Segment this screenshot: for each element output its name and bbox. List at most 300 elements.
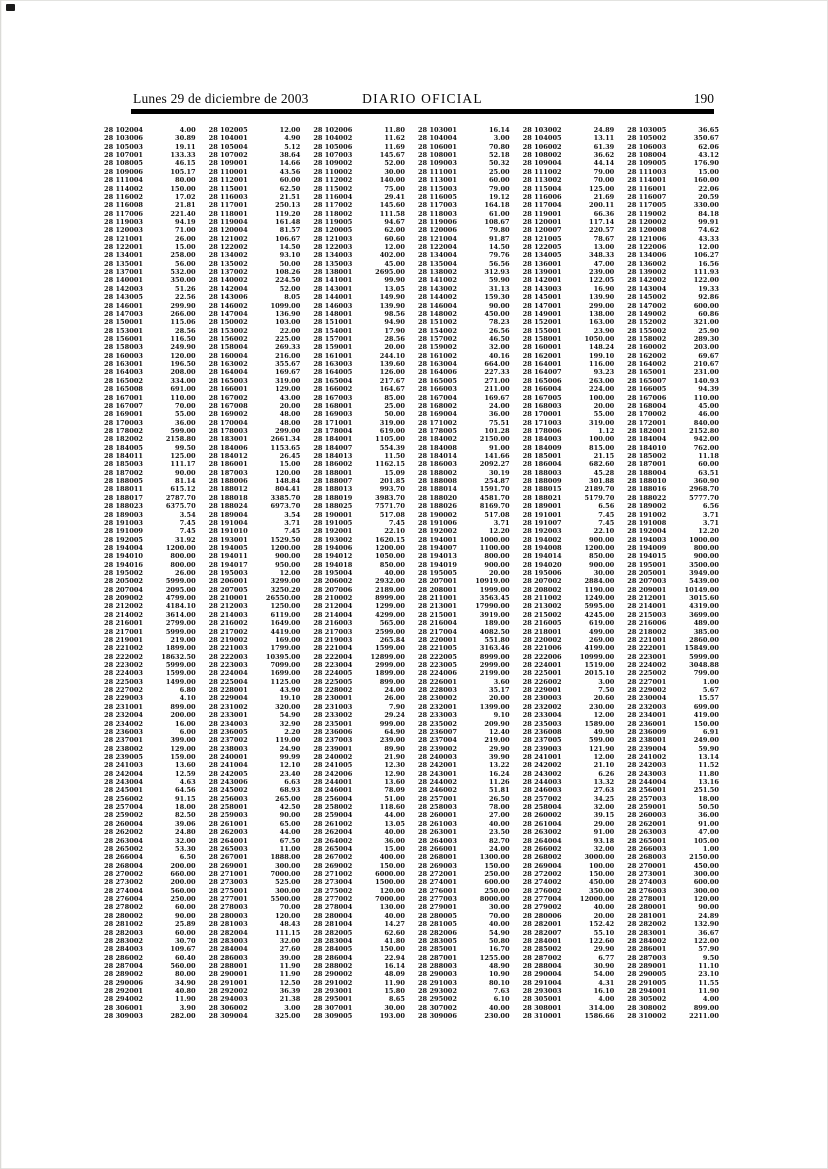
- value-cell: 10.90: [488, 970, 510, 979]
- value-cell: 108.26: [275, 268, 301, 277]
- table-row: [104, 168, 732, 176]
- code-value-pair: [313, 878, 418, 886]
- value-cell: 78.67: [593, 234, 615, 243]
- code-value-pair: [418, 895, 523, 903]
- value-cell: 1.00: [702, 677, 719, 686]
- code-value-pair: [209, 544, 314, 552]
- code-value-pair: [313, 853, 418, 861]
- code-cell: 28 280001: [627, 903, 667, 912]
- code-value-pair: [104, 285, 209, 293]
- code-value-pair: [523, 678, 628, 686]
- value-cell: 50.00: [279, 259, 301, 268]
- code-cell: 28 292002: [208, 987, 248, 996]
- code-value-pair: [104, 678, 209, 686]
- code-cell: 28 262003: [208, 828, 248, 837]
- code-value-pair: [523, 745, 628, 753]
- value-cell: 70.00: [279, 903, 301, 912]
- code-value-pair: [209, 218, 314, 226]
- code-value-pair: [313, 268, 418, 276]
- code-cell: 28 222003: [208, 652, 248, 661]
- code-value-pair: [523, 903, 628, 911]
- code-cell: 28 195002: [104, 569, 143, 578]
- code-cell: 28 165007: [627, 376, 667, 385]
- code-value-pair: [104, 343, 209, 351]
- code-cell: 28 213002: [522, 602, 562, 611]
- code-cell: 28 121004: [417, 234, 457, 243]
- code-value-pair: [418, 636, 523, 644]
- code-cell: 28 164002: [627, 360, 667, 369]
- value-cell: 12.00: [279, 569, 301, 578]
- value-cell: 21.81: [175, 201, 196, 210]
- value-cell: 1249.00: [584, 594, 615, 603]
- code-value-pair: [313, 929, 418, 937]
- value-cell: 51.26: [175, 284, 196, 293]
- code-value-pair: [627, 895, 732, 903]
- code-value-pair: [104, 385, 209, 393]
- code-cell: 28 103002: [522, 126, 562, 134]
- code-cell: 28 245001: [104, 786, 143, 795]
- code-cell: 28 272002: [522, 869, 562, 878]
- code-cell: 28 293003: [522, 987, 562, 996]
- code-value-pair: [313, 435, 418, 443]
- code-cell: 28 216002: [208, 619, 248, 628]
- code-value-pair: [523, 527, 628, 535]
- value-cell: 1888.00: [270, 853, 301, 862]
- value-cell: 13.05: [384, 284, 405, 293]
- value-cell: 132.90: [693, 920, 719, 929]
- value-cell: 899.00: [170, 702, 196, 711]
- code-value-pair: [627, 803, 732, 811]
- code-value-pair: [627, 703, 732, 711]
- code-cell: 28 188012: [208, 485, 248, 494]
- code-cell: 28 185001: [522, 452, 562, 461]
- value-cell: 99.99: [279, 752, 301, 761]
- code-value-pair: [523, 661, 628, 669]
- code-value-pair: [418, 185, 523, 193]
- value-cell: 14.50: [279, 243, 301, 252]
- table-row: [104, 903, 732, 911]
- code-cell: 28 216003: [313, 619, 353, 628]
- value-cell: 348.33: [589, 251, 615, 260]
- code-cell: 28 167005: [522, 393, 562, 402]
- code-cell: 28 239004: [627, 744, 667, 753]
- code-value-pair: [627, 979, 732, 987]
- code-value-pair: [313, 803, 418, 811]
- value-cell: 14.66: [279, 159, 301, 168]
- value-cell: 211.00: [484, 385, 510, 394]
- code-value-pair: [418, 937, 523, 945]
- code-value-pair: [523, 385, 628, 393]
- value-cell: 1250.00: [270, 602, 301, 611]
- code-value-pair: [209, 828, 314, 836]
- code-value-pair: [209, 201, 314, 209]
- table-row: [104, 786, 732, 794]
- value-cell: 21.10: [593, 761, 615, 770]
- code-cell: 28 102004: [104, 126, 143, 134]
- code-cell: 28 221002: [104, 644, 143, 653]
- code-cell: 28 210001: [208, 594, 248, 603]
- code-cell: 28 117003: [417, 201, 457, 210]
- code-value-pair: [627, 218, 732, 226]
- code-value-pair: [418, 745, 523, 753]
- table-row: [104, 703, 732, 711]
- code-value-pair: [627, 920, 732, 928]
- code-value-pair: [104, 435, 209, 443]
- code-cell: 28 117005: [627, 201, 667, 210]
- value-cell: 6375.70: [165, 502, 196, 511]
- code-cell: 28 243006: [208, 778, 248, 787]
- code-cell: 28 116005: [417, 192, 457, 201]
- code-value-pair: [209, 226, 314, 234]
- table-row: [104, 368, 732, 376]
- code-cell: 28 188020: [417, 493, 457, 502]
- code-cell: 28 221001: [627, 635, 667, 644]
- code-cell: 28 224005: [313, 669, 353, 678]
- table-row: [104, 352, 732, 360]
- table-row: [104, 201, 732, 209]
- code-cell: 28 225005: [313, 677, 353, 686]
- value-cell: 24.90: [279, 744, 301, 753]
- value-cell: 1499.00: [165, 677, 196, 686]
- value-cell: 7.45: [179, 518, 196, 527]
- code-value-pair: [523, 377, 628, 385]
- value-cell: 30.00: [384, 1003, 405, 1012]
- value-cell: 5999.00: [165, 577, 196, 586]
- value-cell: 54.90: [279, 711, 301, 720]
- code-cell: 28 194010: [104, 552, 143, 561]
- code-cell: 28 221003: [208, 644, 248, 653]
- table-row: [104, 159, 732, 167]
- code-cell: 28 172001: [627, 418, 667, 427]
- code-cell: 28 265002: [104, 844, 143, 853]
- code-cell: 28 274003: [627, 878, 667, 887]
- code-value-pair: [523, 669, 628, 677]
- code-cell: 28 237001: [104, 736, 143, 745]
- code-value-pair: [313, 569, 418, 577]
- code-cell: 28 223002: [104, 661, 143, 669]
- value-cell: 48.00: [279, 418, 301, 427]
- table-row: [104, 619, 732, 627]
- code-cell: 28 193001: [208, 535, 248, 544]
- code-value-pair: [418, 352, 523, 360]
- code-value-pair: [209, 728, 314, 736]
- value-cell: 43.12: [698, 151, 719, 160]
- code-cell: 28 184004: [627, 435, 667, 444]
- code-cell: 28 261004: [522, 819, 562, 828]
- code-value-pair: [313, 143, 418, 151]
- code-cell: 28 218002: [627, 627, 667, 636]
- code-cell: 28 242004: [104, 769, 143, 778]
- value-cell: 60.60: [384, 234, 405, 243]
- code-value-pair: [209, 745, 314, 753]
- value-cell: 1591.70: [479, 485, 510, 494]
- code-value-pair: [523, 235, 628, 243]
- value-cell: 1.00: [702, 844, 719, 853]
- value-cell: 1.12: [598, 426, 615, 435]
- code-value-pair: [313, 168, 418, 176]
- table-row: [104, 477, 732, 485]
- code-cell: 28 242006: [313, 769, 353, 778]
- code-value-pair: [104, 394, 209, 402]
- value-cell: 21.15: [593, 452, 615, 461]
- code-value-pair: [418, 460, 523, 468]
- code-value-pair: [627, 419, 732, 427]
- code-value-pair: [313, 820, 418, 828]
- code-value-pair: [523, 820, 628, 828]
- code-cell: 28 225001: [522, 669, 562, 678]
- code-cell: 28 284003: [104, 945, 143, 954]
- code-cell: 28 306002: [208, 1003, 248, 1012]
- code-cell: 28 194009: [627, 543, 667, 552]
- code-cell: 28 114002: [104, 184, 143, 193]
- code-cell: 28 191001: [522, 510, 562, 519]
- code-cell: 28 194015: [627, 552, 667, 561]
- value-cell: 525.00: [275, 878, 301, 887]
- value-cell: 350.00: [170, 276, 196, 285]
- value-cell: 36.62: [593, 151, 615, 160]
- code-value-pair: [523, 811, 628, 819]
- code-value-pair: [627, 887, 732, 895]
- value-cell: 111.58: [379, 209, 405, 218]
- code-value-pair: [104, 151, 209, 159]
- code-cell: 28 230004: [627, 694, 667, 703]
- code-value-pair: [523, 720, 628, 728]
- code-cell: 28 184005: [104, 443, 143, 452]
- code-value-pair: [313, 218, 418, 226]
- code-cell: 28 187001: [627, 460, 667, 469]
- code-value-pair: [313, 954, 418, 962]
- code-cell: 28 109005: [627, 159, 667, 168]
- code-cell: 28 189002: [627, 502, 667, 511]
- table-row: [104, 335, 732, 343]
- code-cell: 28 108004: [627, 151, 667, 160]
- code-value-pair: [104, 736, 209, 744]
- code-cell: 28 246001: [313, 786, 353, 795]
- value-cell: 111.17: [170, 460, 196, 469]
- value-cell: 227.33: [484, 368, 510, 377]
- code-cell: 28 241003: [104, 761, 143, 770]
- code-cell: 28 226002: [522, 677, 562, 686]
- value-cell: 208.00: [170, 368, 196, 377]
- code-cell: 28 134002: [208, 251, 248, 260]
- code-value-pair: [104, 235, 209, 243]
- code-cell: 28 184003: [522, 435, 562, 444]
- value-cell: 1599.00: [375, 644, 405, 653]
- code-value-pair: [209, 962, 314, 970]
- code-value-pair: [209, 811, 314, 819]
- code-value-pair: [313, 235, 418, 243]
- code-value-pair: [209, 569, 314, 577]
- value-cell: 1586.66: [584, 1012, 615, 1021]
- code-cell: 28 146001: [104, 301, 143, 310]
- table-row: [104, 318, 732, 326]
- value-cell: 489.00: [693, 619, 719, 628]
- code-cell: 28 211001: [417, 594, 457, 603]
- code-value-pair: [313, 460, 418, 468]
- code-cell: 28 119006: [417, 217, 457, 226]
- code-value-pair: [627, 210, 732, 218]
- value-cell: 5777.70: [689, 493, 719, 502]
- code-cell: 28 257002: [522, 794, 562, 803]
- value-cell: 11.69: [384, 142, 405, 151]
- table-row: [104, 912, 732, 920]
- code-value-pair: [418, 143, 523, 151]
- code-cell: 28 216005: [522, 619, 562, 628]
- value-cell: 230.00: [589, 702, 615, 711]
- value-cell: 200.00: [170, 711, 196, 720]
- code-value-pair: [523, 134, 628, 142]
- code-value-pair: [627, 945, 732, 953]
- value-cell: 210.67: [693, 360, 719, 369]
- value-cell: 23.90: [593, 326, 615, 335]
- value-cell: 11.55: [698, 978, 719, 987]
- header-page-number: 190: [693, 91, 714, 106]
- code-value-pair: [418, 343, 523, 351]
- code-value-pair: [209, 837, 314, 845]
- value-cell: 16.14: [488, 126, 510, 134]
- value-cell: 220.57: [589, 226, 615, 235]
- code-cell: 28 165006: [522, 376, 562, 385]
- code-value-pair: [523, 285, 628, 293]
- value-cell: 419.00: [693, 711, 719, 720]
- code-value-pair: [418, 511, 523, 519]
- code-cell: 28 135002: [208, 259, 248, 268]
- value-cell: 141.66: [484, 452, 510, 461]
- code-cell: 28 188011: [104, 485, 143, 494]
- code-cell: 28 275002: [313, 886, 353, 895]
- value-cell: 41.80: [384, 936, 405, 945]
- value-cell: 2799.00: [165, 619, 196, 628]
- table-row: [104, 419, 732, 427]
- value-cell: 5.12: [284, 142, 301, 151]
- code-cell: 28 194005: [208, 543, 248, 552]
- value-cell: 11.00: [279, 844, 301, 853]
- code-value-pair: [104, 970, 209, 978]
- code-value-pair: [104, 276, 209, 284]
- code-value-pair: [627, 302, 732, 310]
- code-value-pair: [627, 636, 732, 644]
- value-cell: 13.22: [488, 761, 510, 770]
- value-cell: 133.33: [170, 151, 196, 160]
- value-cell: 300.00: [275, 886, 301, 895]
- code-value-pair: [627, 962, 732, 970]
- code-cell: 28 184009: [522, 443, 562, 452]
- value-cell: 249.90: [170, 343, 196, 352]
- code-cell: 28 209002: [104, 594, 143, 603]
- value-cell: 7571.70: [375, 502, 405, 511]
- value-cell: 3299.00: [270, 577, 301, 586]
- code-cell: 28 287002: [522, 953, 562, 962]
- code-value-pair: [627, 853, 732, 861]
- code-value-pair: [523, 778, 628, 786]
- value-cell: 6973.70: [270, 502, 301, 511]
- table-row: [104, 970, 732, 978]
- code-value-pair: [627, 511, 732, 519]
- value-cell: 21.51: [279, 192, 301, 201]
- code-value-pair: [523, 511, 628, 519]
- code-value-pair: [104, 210, 209, 218]
- code-value-pair: [313, 410, 418, 418]
- value-cell: 299.00: [589, 301, 615, 310]
- value-cell: 299.90: [170, 301, 196, 310]
- code-cell: 28 239003: [522, 744, 562, 753]
- value-cell: 4799.00: [165, 594, 196, 603]
- value-cell: 55.10: [593, 928, 615, 937]
- code-value-pair: [523, 318, 628, 326]
- code-value-pair: [523, 837, 628, 845]
- table-row: [104, 1012, 732, 1020]
- code-cell: 28 103001: [417, 126, 457, 134]
- value-cell: 60.00: [175, 928, 196, 937]
- code-value-pair: [209, 703, 314, 711]
- code-value-pair: [104, 469, 209, 477]
- code-value-pair: [523, 770, 628, 778]
- value-cell: 300.00: [693, 869, 719, 878]
- value-cell: 6.50: [179, 853, 196, 862]
- value-cell: 3.54: [179, 510, 196, 519]
- code-value-pair: [523, 126, 628, 134]
- code-value-pair: [209, 577, 314, 585]
- value-cell: 999.00: [379, 719, 405, 728]
- value-cell: 16.56: [698, 259, 719, 268]
- value-cell: 23.40: [279, 769, 301, 778]
- value-cell: 314.00: [589, 1003, 615, 1012]
- code-value-pair: [418, 494, 523, 502]
- code-value-pair: [209, 419, 314, 427]
- code-cell: 28 186001: [208, 460, 248, 469]
- code-cell: 28 106001: [417, 142, 457, 151]
- value-cell: 19.11: [175, 142, 196, 151]
- value-cell: 1300.00: [479, 853, 510, 862]
- code-value-pair: [523, 201, 628, 209]
- code-value-pair: [313, 519, 418, 527]
- code-cell: 28 275001: [208, 886, 248, 895]
- code-value-pair: [104, 243, 209, 251]
- value-cell: 942.00: [693, 435, 719, 444]
- table-row: [104, 770, 732, 778]
- code-cell: 28 169002: [208, 410, 248, 419]
- value-cell: 8999.00: [479, 652, 510, 661]
- code-cell: 28 236009: [627, 727, 667, 736]
- code-value-pair: [523, 845, 628, 853]
- code-value-pair: [523, 594, 628, 602]
- value-cell: 55.00: [593, 410, 615, 419]
- value-cell: 355.67: [275, 360, 301, 369]
- code-value-pair: [523, 920, 628, 928]
- code-cell: 28 282002: [627, 920, 667, 929]
- code-cell: 28 268002: [522, 853, 562, 862]
- value-cell: 163.00: [589, 318, 615, 327]
- value-cell: 21.69: [593, 192, 615, 201]
- value-cell: 2092.27: [479, 460, 510, 469]
- code-cell: 28 278003: [208, 903, 248, 912]
- code-value-pair: [523, 168, 628, 176]
- code-value-pair: [627, 368, 732, 376]
- code-value-pair: [418, 644, 523, 652]
- code-cell: 28 122003: [313, 243, 353, 252]
- table-row: [104, 862, 732, 870]
- code-cell: 28 209001: [627, 585, 667, 594]
- table-row: [104, 385, 732, 393]
- code-cell: 28 192003: [522, 527, 562, 536]
- code-value-pair: [209, 477, 314, 485]
- table-row: [104, 293, 732, 301]
- code-cell: 28 155002: [627, 326, 667, 335]
- code-value-pair: [627, 870, 732, 878]
- code-cell: 28 229001: [522, 686, 562, 695]
- code-cell: 28 230003: [522, 694, 562, 703]
- code-cell: 28 105002: [627, 134, 667, 143]
